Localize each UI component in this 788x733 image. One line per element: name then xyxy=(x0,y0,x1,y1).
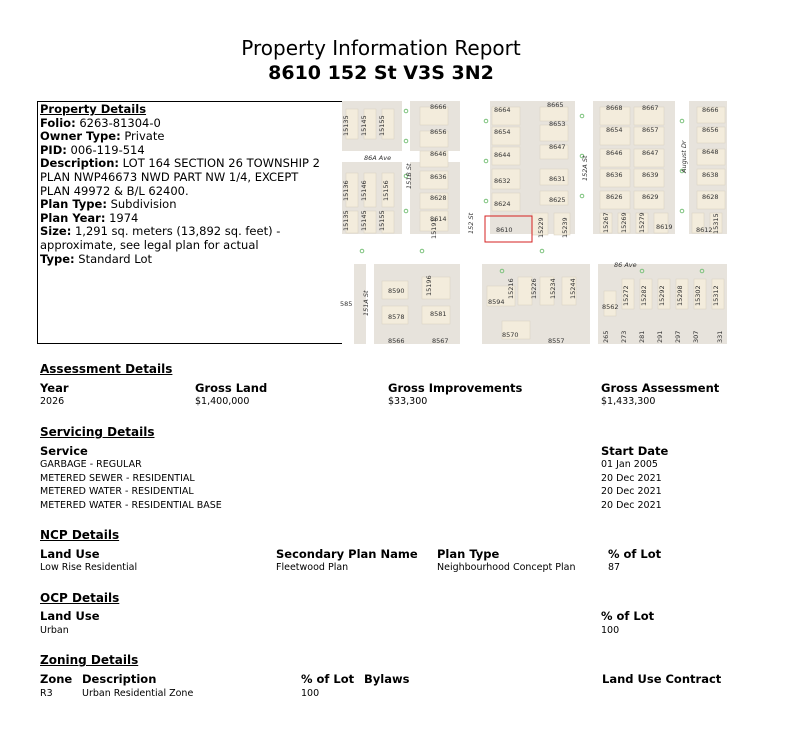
plan-year-row xyxy=(40,212,340,226)
lot-number-label: 15292 xyxy=(658,285,666,306)
report-title: Property Information Report xyxy=(241,36,521,60)
size-line-2: approximate, see legal plan for actual xyxy=(40,237,259,252)
lot-number-label: 8656 xyxy=(430,128,447,136)
street-label-86-ave: 86 Ave xyxy=(614,261,637,269)
ncp-secondary-plan-label: Secondary Plan Name xyxy=(276,547,418,561)
lot-number-label: 8653 xyxy=(549,120,566,128)
lot-number-label: 273 xyxy=(620,330,628,343)
size-label: Size: xyxy=(40,224,72,239)
lot-number-label: 8570 xyxy=(502,331,519,339)
pid-value: 006-119-514 xyxy=(70,142,145,157)
lot-number-label: 15196 xyxy=(425,275,433,296)
size-row xyxy=(40,225,340,239)
lot-number-label: 8654 xyxy=(606,126,623,134)
zoning-heading: Zoning Details xyxy=(40,653,139,667)
zone-percent-label: % of Lot xyxy=(301,672,355,686)
lot-number-label: 8654 xyxy=(494,128,511,136)
owner-value: Private xyxy=(124,129,165,144)
folio-row xyxy=(40,117,340,131)
start-date-label: Start Date xyxy=(601,444,669,458)
lot-number-label: 8666 xyxy=(702,106,719,114)
lot-number-label: 15302 xyxy=(694,285,702,306)
plan-type-label: Plan Type: xyxy=(40,197,107,212)
lot-number-label: 15267 xyxy=(602,212,610,233)
assessment-heading: Assessment Details xyxy=(40,362,173,376)
ncp-heading: NCP Details xyxy=(40,528,120,542)
street-label-151a-st: 151A St xyxy=(362,290,370,316)
lot-number-label: 585 xyxy=(340,300,353,308)
lot-number-label: 8666 xyxy=(430,103,447,111)
lot-number-label: 8667 xyxy=(642,104,659,112)
lot-number-label: 15282 xyxy=(640,285,648,306)
plan-year-label: Plan Year: xyxy=(40,210,106,225)
assessment-land: $1,400,000 xyxy=(195,396,250,407)
ocp-percent-label: % of Lot xyxy=(601,609,655,623)
assessment-total: $1,433,300 xyxy=(601,396,656,407)
assessment-improvements-label: Gross Improvements xyxy=(388,381,523,395)
service-start: 20 Dec 2021 xyxy=(601,500,662,511)
land-use-contract-label: Land Use Contract xyxy=(602,672,722,686)
lot-number-label: 15135 xyxy=(342,210,350,231)
description-label: Description: xyxy=(40,156,119,171)
description-line-1: LOT 164 SECTION 26 TOWNSHIP 2 xyxy=(122,156,320,171)
lot-number-label: 15216 xyxy=(507,278,515,299)
lot-number-label: 331 xyxy=(716,330,724,343)
lot-number-label: 8557 xyxy=(548,337,565,345)
lot-number-label: 8612 xyxy=(696,226,713,234)
map-canvas xyxy=(342,101,727,344)
ncp-plan-type-label: Plan Type xyxy=(437,547,500,561)
lot-number-label: 8646 xyxy=(430,150,447,158)
service-start: 01 Jan 2005 xyxy=(601,459,658,470)
lot-number-label: 8610 xyxy=(496,226,513,234)
lot-number-label: 281 xyxy=(638,330,646,343)
ncp-percent-label: % of Lot xyxy=(608,547,662,561)
servicing-heading: Servicing Details xyxy=(40,425,155,439)
report-address: 8610 152 St V3S 3N2 xyxy=(268,62,494,84)
property-map[interactable] xyxy=(342,101,727,344)
lot-number-label: 15229 xyxy=(537,217,545,238)
pid-label: PID: xyxy=(40,142,67,157)
ocp-land-use: Urban xyxy=(40,625,69,636)
ocp-land-use-label: Land Use xyxy=(40,609,100,623)
ncp-land-use-label: Land Use xyxy=(40,547,100,561)
lot-number-label: 15155 xyxy=(378,115,386,136)
lot-number-label: 8590 xyxy=(388,287,405,295)
folio-value: 6263-81304-0 xyxy=(79,115,161,130)
lot-number-label: 8647 xyxy=(549,143,566,151)
property-details xyxy=(40,103,340,266)
ncp-plan-type: Neighbourhood Concept Plan xyxy=(437,562,576,573)
service-row: METERED SEWER - RESIDENTIAL xyxy=(40,473,195,484)
lot-number-label: 8566 xyxy=(388,337,405,345)
lot-number-label: 8664 xyxy=(494,106,511,114)
lot-number-label: 8626 xyxy=(606,193,623,201)
service-row: METERED WATER - RESIDENTIAL BASE xyxy=(40,500,222,511)
lot-number-label: 8631 xyxy=(549,175,566,183)
street-label-152-st: 152 St xyxy=(467,212,475,234)
ncp-percent: 87 xyxy=(608,562,621,573)
lot-number-label: 265 xyxy=(602,330,610,343)
lot-number-label: 15239 xyxy=(561,217,569,238)
lot-number-label: 8628 xyxy=(430,194,447,202)
lot-number-label: 8632 xyxy=(494,177,511,185)
type-row xyxy=(40,253,340,267)
lot-number-label: 15155 xyxy=(378,210,386,231)
lot-number-label: 8665 xyxy=(547,101,564,109)
lot-number-label: 8625 xyxy=(549,196,566,204)
street-label-august-dr: August Dr xyxy=(680,140,688,173)
lot-number-label: 8657 xyxy=(642,126,659,134)
plan-type-value: Subdivision xyxy=(110,197,177,212)
lot-number-label: 297 xyxy=(674,330,682,343)
lot-number-label: 15244 xyxy=(569,278,577,299)
lot-number-label: 15146 xyxy=(360,180,368,201)
zone-label: Zone xyxy=(40,672,73,686)
lot-number-label: 8636 xyxy=(606,171,623,179)
lot-number-label: 15191 xyxy=(430,218,438,239)
property-details-heading: Property Details xyxy=(40,102,147,116)
lot-number-label: 15226 xyxy=(530,278,538,299)
assessment-year-label: Year xyxy=(40,381,69,395)
street-label-152a-st: 152A St xyxy=(581,155,589,181)
service-row: GARBAGE - REGULAR xyxy=(40,459,142,470)
lot-number-label: 8581 xyxy=(430,310,447,318)
lot-number-label: 307 xyxy=(692,330,700,343)
lot-number-label: 8628 xyxy=(702,193,719,201)
service-start: 20 Dec 2021 xyxy=(601,486,662,497)
lot-number-label: 8644 xyxy=(494,151,511,159)
ocp-percent: 100 xyxy=(601,625,620,636)
street-label-151b-st: 151B St xyxy=(405,163,413,189)
lot-number-label: 15312 xyxy=(712,285,720,306)
assessment-land-label: Gross Land xyxy=(195,381,268,395)
plan-type-row xyxy=(40,198,340,212)
description-row xyxy=(40,157,340,171)
plan-year-value: 1974 xyxy=(109,210,139,225)
owner-row xyxy=(40,130,340,144)
lot-number-label: 15234 xyxy=(549,278,557,299)
lot-number-label: 8647 xyxy=(642,149,659,157)
zone-description-label: Description xyxy=(82,672,157,686)
lot-number-label: 291 xyxy=(656,330,664,343)
size-line-1: 1,291 sq. meters (13,892 sq. feet) - xyxy=(74,224,281,239)
lot-number-label: 15269 xyxy=(620,212,628,233)
zone-description: Urban Residential Zone xyxy=(82,688,194,699)
pid-row xyxy=(40,144,340,158)
zone-percent: 100 xyxy=(301,688,320,699)
lot-number-label: 8668 xyxy=(606,104,623,112)
lot-number-label: 8567 xyxy=(432,337,449,345)
lot-number-label: 8629 xyxy=(642,193,659,201)
lot-number-label: 8636 xyxy=(430,173,447,181)
ncp-secondary-plan: Fleetwood Plan xyxy=(276,562,349,573)
type-label: Type: xyxy=(40,251,75,266)
lot-number-label: 8562 xyxy=(602,303,619,311)
service-start: 20 Dec 2021 xyxy=(601,473,662,484)
ncp-land-use: Low Rise Residential xyxy=(40,562,138,573)
type-value: Standard Lot xyxy=(78,251,152,266)
lot-number-label: 8614 xyxy=(430,215,447,223)
lot-number-label: 15135 xyxy=(342,115,350,136)
lot-number-label: 15136 xyxy=(342,180,350,201)
service-row: METERED WATER - RESIDENTIAL xyxy=(40,486,194,497)
lot-number-label: 8624 xyxy=(494,200,511,208)
bylaws-label: Bylaws xyxy=(364,672,410,686)
lot-number-label: 8656 xyxy=(702,126,719,134)
lot-number-label: 15315 xyxy=(712,213,720,234)
lot-number-label: 8646 xyxy=(606,149,623,157)
assessment-improvements: $33,300 xyxy=(388,396,428,407)
lot-number-label: 8594 xyxy=(488,298,505,306)
lot-number-label: 8648 xyxy=(702,148,719,156)
lot-number-label: 15156 xyxy=(382,180,390,201)
street-label-86a-ave: 86A Ave xyxy=(364,154,392,162)
owner-label: Owner Type: xyxy=(40,129,121,144)
assessment-total-label: Gross Assessment xyxy=(601,381,720,395)
lot-number-label: 15298 xyxy=(676,285,684,306)
zone: R3 xyxy=(40,688,53,699)
lot-number-label: 15272 xyxy=(622,285,630,306)
lot-number-label: 15279 xyxy=(638,212,646,233)
assessment-year: 2026 xyxy=(40,396,65,407)
ocp-heading: OCP Details xyxy=(40,591,120,605)
lot-number-label: 8619 xyxy=(656,223,673,231)
lot-number-label: 8639 xyxy=(642,171,659,179)
description-line-2: PLAN NWP46673 NWD PART NW 1/4, EXCEPT xyxy=(40,169,299,184)
description-line-3: PLAN 49972 & B/L 62400. xyxy=(40,183,189,198)
lot-number-label: 15145 xyxy=(360,115,368,136)
lot-number-label: 8638 xyxy=(702,171,719,179)
folio-label: Folio: xyxy=(40,115,76,130)
lot-number-label: 15145 xyxy=(360,210,368,231)
service-label: Service xyxy=(40,444,88,458)
lot-number-label: 8578 xyxy=(388,313,405,321)
